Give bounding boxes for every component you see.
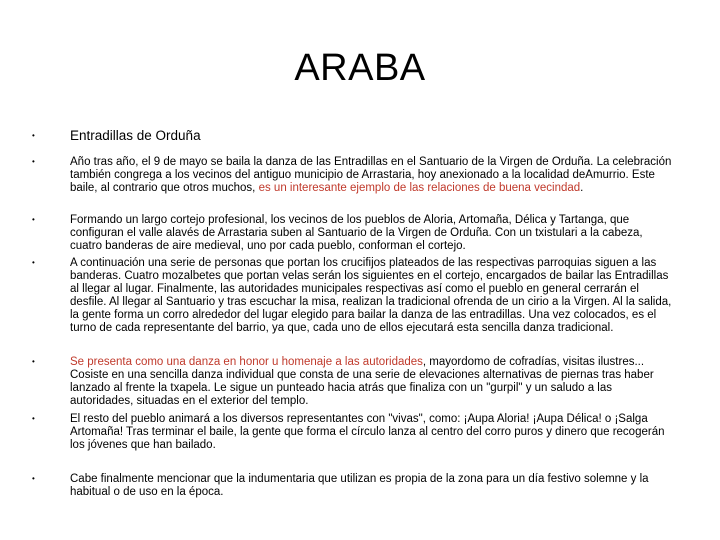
highlighted-text: es un interesante ejemplo de las relaciones de buena vecindad (258, 181, 581, 194)
bullet-item-homage (32, 356, 676, 408)
bullet-item-clothing (32, 473, 676, 499)
bullet-item-intro (32, 156, 676, 195)
bullet-text: El resto del pueblo animará a los diversos representantes con "vivas", como: ¡Aupa Aloria! ¡Aupa Délica! o ¡Salga Artomaña! Tras terminar el baile, la gente que forma el círculo lanza al centro del corro puros y dinero que recogerán los jóvenes que han bailado. (70, 413, 665, 451)
bullet-text: , mayordomo de cofradías, visitas ilustres... Cosiste en una sencilla danza individual que consta de una serie de elevaciones alternativas de piernas tras haber lanzado al frente la txapela. Le sigue un punteado hacia atrás que finaliza con un "gurpil" y un saludo a las autoridades, situadas en el exterior del templo. (70, 356, 654, 407)
bullet-text: Formando un largo cortejo profesional, los vecinos de los pueblos de Aloria, Artomaña, Délica y Tartanga, que configuran el valle alavés de Arrastaria suben al Santuario de la Virgen de Orduña. Con un txistulari a la cabeza, cuatro banderas de aire medieval, uno por cada pueblo, conforman el cortejo. (70, 214, 643, 252)
bullet-text: A continuación una serie de personas que portan los crucifijos plateados de las respectivas parroquias siguen a las banderas. Cuatro mozalbetes que portan velas serán los siguientes en el cortejo, encargados de bailar las Entradillas al llegar al lugar. Finalmente, las autoridades municipales respectivas así como el pueblo en general cerrarán el desfile. Al llegar al Santuario y tras escuchar la misa, realizan la tradicional ofrenda de un cirio a la Virgen. Al la salida, la gente forma un corro alrededor del lugar elegido para bailar la danza de las entradillas. Una vez colocados, es el turno de cada representante del barrio, ya que, cada uno de ellos ejecutará esta sencilla danza tradicional. (70, 257, 672, 334)
bullet-dot-icon: • (32, 474, 35, 483)
bullet-dot-icon: • (32, 215, 35, 224)
bullet-item-procession (32, 257, 676, 334)
bullet-item-heading (32, 128, 676, 144)
bullet-dot-icon: • (32, 157, 35, 166)
bullet-item-cortejo (32, 214, 676, 253)
bullet-text: Año tras año, el 9 de mayo se baila la danza de las Entradillas en el Santuario de la Virgen de Orduña. La celebración también congrega a los vecinos del antiguo municipio de Arrastaria, hoy anexionado a la localidad deAmurrio. Este baile, al contrario que otros muchos, (70, 156, 672, 194)
slide-title: ARABA (294, 47, 426, 89)
bullet-text-end: . (580, 181, 584, 194)
bullet-dot-icon: • (32, 414, 35, 423)
bullet-text: Entradillas de Orduña (70, 128, 201, 143)
bullet-text: Cabe finalmente mencionar que la indumentaria que utilizan es propia de la zona para un día festivo solemne y la habitual o de uso en la época. (70, 473, 649, 498)
bullet-dot-icon: • (32, 258, 35, 267)
bullet-dot-icon: • (32, 131, 35, 140)
highlighted-text: Se presenta como una danza en honor u homenaje a las autoridades (70, 356, 423, 368)
bullet-item-vivas (32, 413, 676, 452)
bullet-dot-icon: • (32, 357, 35, 366)
